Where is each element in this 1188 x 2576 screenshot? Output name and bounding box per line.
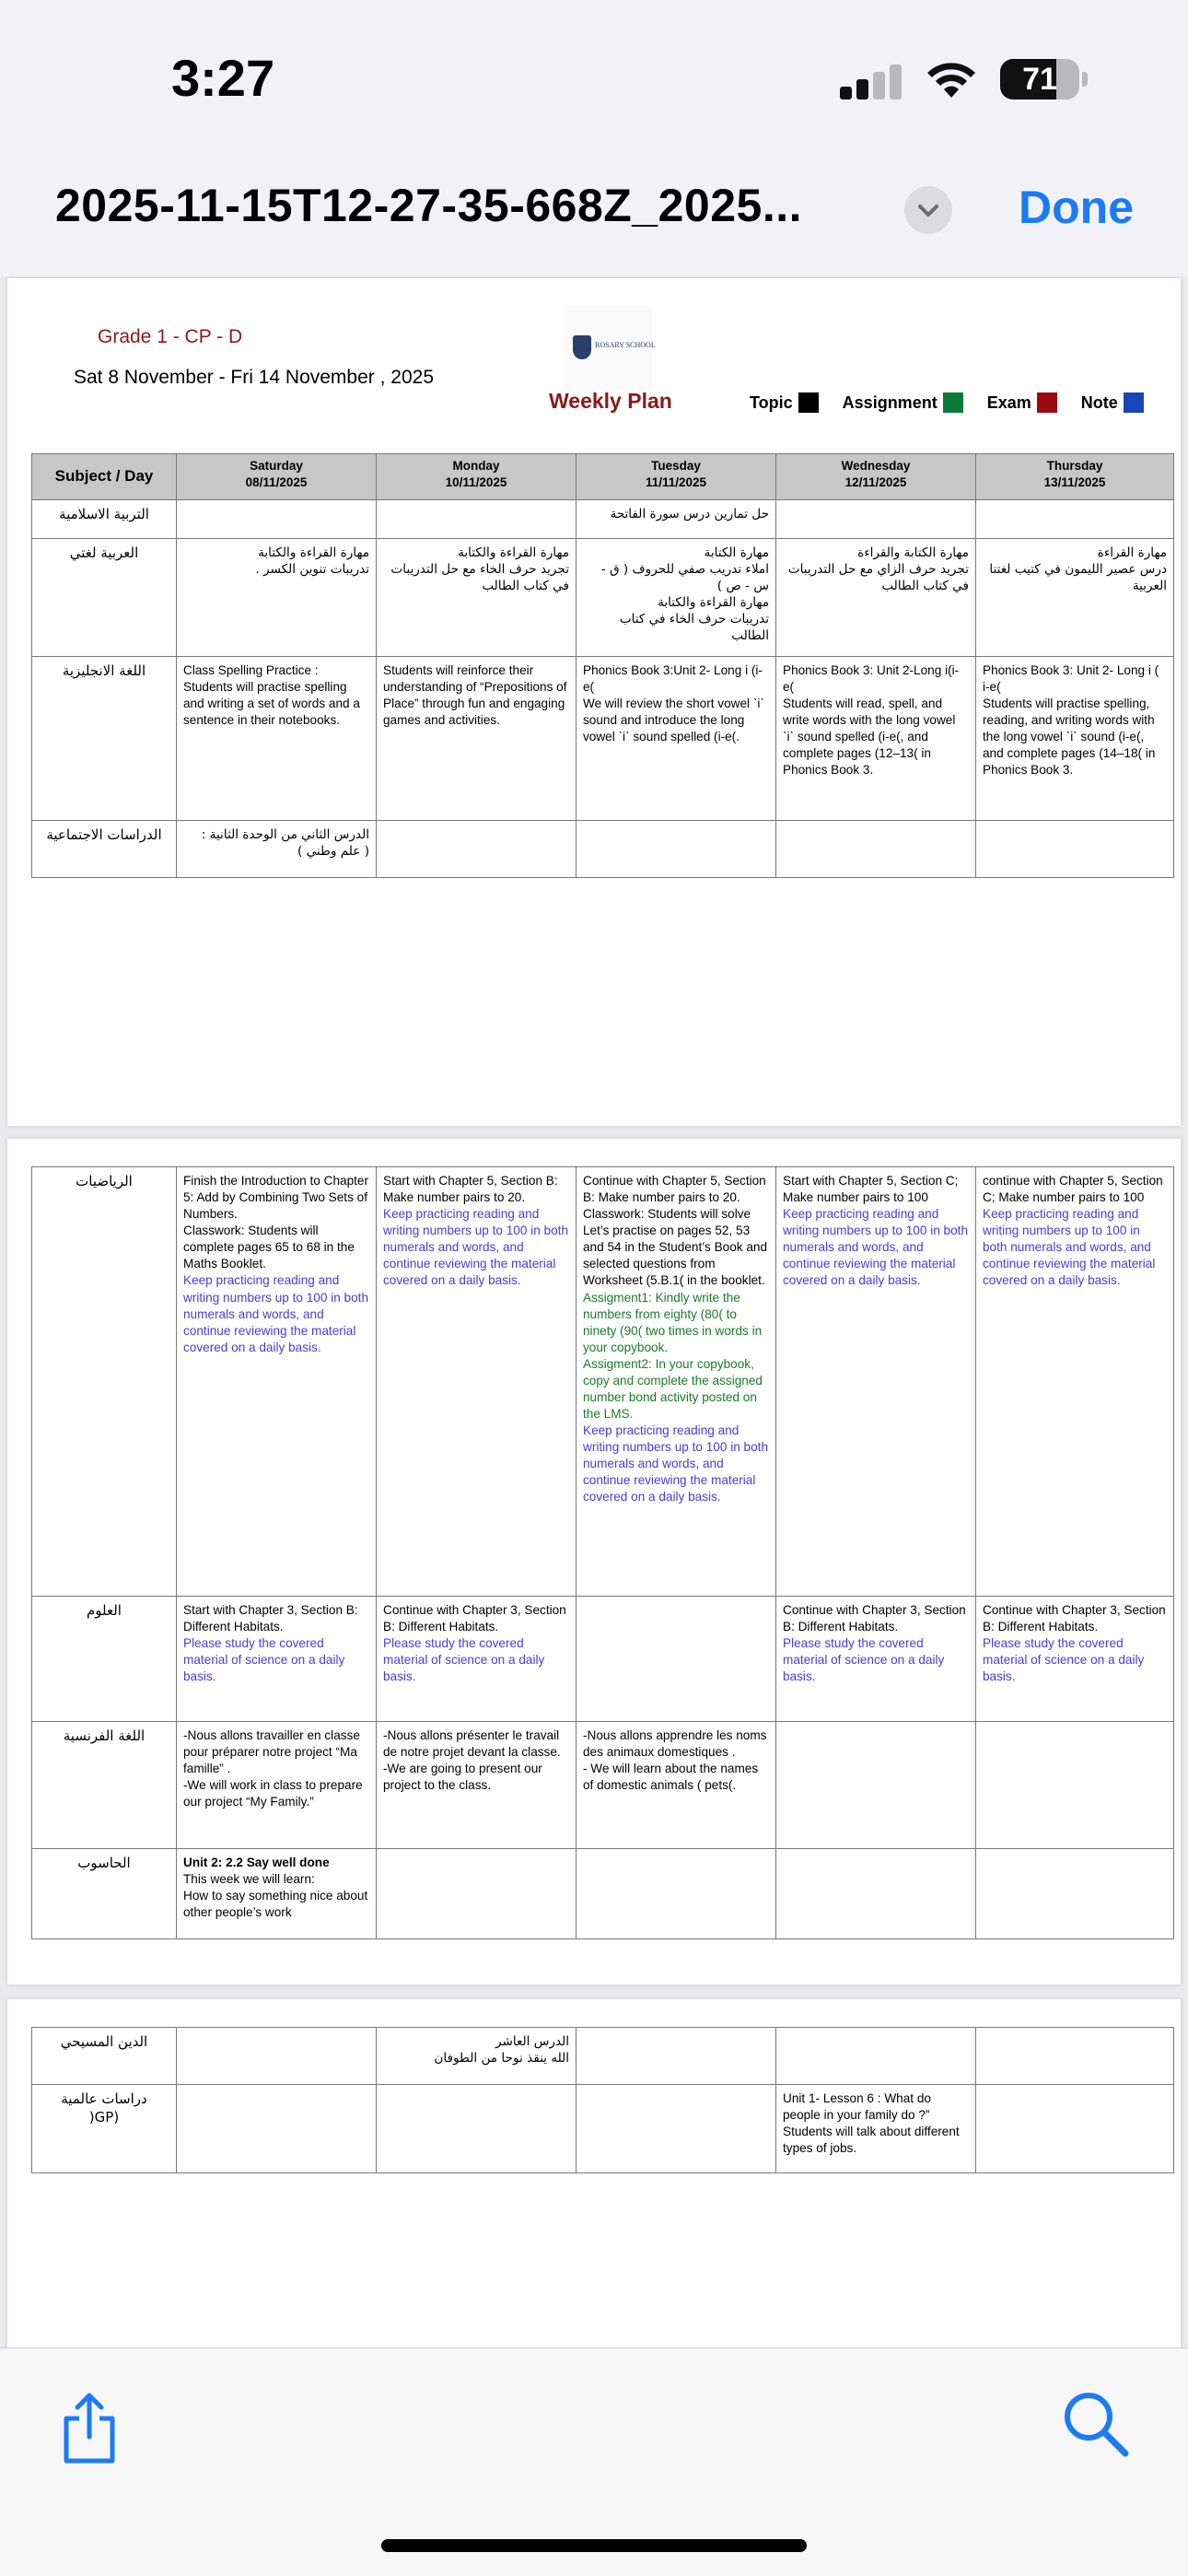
topic-title: Unit 2: 2.2 Say well done bbox=[183, 1856, 330, 1869]
document-title: 2025-11-15T12-27-35-668Z_2025... bbox=[55, 180, 803, 231]
plan-cell bbox=[377, 1597, 577, 1722]
plan-cell bbox=[177, 2085, 377, 2173]
note-text: Keep practicing reading and writing numbers up to 100 in both numerals and words, and continue reviewing the material covered on a daily basis. bbox=[783, 1207, 969, 1288]
legend bbox=[750, 392, 1168, 413]
plan-cell bbox=[976, 1722, 1174, 1849]
done-button[interactable]: Done bbox=[1019, 181, 1134, 233]
plan-cell bbox=[377, 500, 577, 539]
plan-cell bbox=[776, 1722, 976, 1849]
plan-cell: مهارة القراءة والكتابة تجريد حرف الخاء مع حل التدريبات في كتاب الطالب bbox=[377, 539, 577, 657]
subject-day-header: Subject / Day bbox=[32, 454, 177, 500]
topic-text: Start with Chapter 5, Section C; Make number pairs to 100 bbox=[783, 1174, 959, 1205]
table-row bbox=[32, 500, 1174, 539]
title-menu-button[interactable] bbox=[904, 186, 952, 234]
legend-exam-label: Exam bbox=[986, 392, 1031, 412]
plan-cell bbox=[976, 500, 1174, 539]
plan-cell bbox=[976, 1167, 1174, 1597]
topic-text: Start with Chapter 5, Section B: Make number pairs to 20. bbox=[383, 1174, 558, 1205]
plan-cell: مهارة الكتابة املاء تدريب صفي للحروف ( ق - س - ص ) مهارة القراءة والكتابة تدريبات حرف الخاء في كتاب الطالب bbox=[577, 539, 776, 657]
plan-cell bbox=[776, 2028, 976, 2085]
topic-text: Start with Chapter 3, Section B: Different Habitats. bbox=[183, 1603, 358, 1634]
status-time: 3:27 bbox=[171, 49, 275, 107]
document-page-1 bbox=[7, 278, 1181, 1126]
note-text: Please study the covered material of science on a daily basis. bbox=[383, 1636, 545, 1684]
document-page-2 bbox=[7, 1139, 1181, 1985]
plan-cell bbox=[177, 2028, 377, 2085]
search-icon[interactable] bbox=[1061, 2389, 1131, 2459]
weekly-plan-table bbox=[31, 453, 1174, 878]
legend-note-label: Note bbox=[1080, 392, 1118, 412]
plan-cell: مهارة القراءة درس عصير الليمون في كتيب لغتنا العربية bbox=[976, 539, 1174, 657]
subject-cell: اللغة الفرنسية bbox=[32, 1722, 177, 1849]
table-row bbox=[32, 1849, 1174, 1939]
plan-cell bbox=[976, 2028, 1174, 2085]
plan-cell bbox=[776, 1597, 976, 1722]
table-row bbox=[32, 821, 1174, 878]
status-bar bbox=[0, 0, 1188, 157]
plan-cell: Phonics Book 3:Unit 2- Long i (i-e( We will review the short vowel ˋiˋ sound and introduce the long vowel ˋiˋ sound spelled (i-e(. bbox=[577, 657, 776, 821]
battery-level: 71 bbox=[1022, 62, 1057, 97]
note-text: Keep practicing reading and writing numbers up to 100 in both numerals and words, and continue reviewing the material covered on a daily basis. bbox=[383, 1207, 569, 1288]
plan-cell bbox=[976, 821, 1174, 878]
weekly-plan-table-continued bbox=[31, 1166, 1174, 1939]
topic-text: This week we will learn: How to say something nice about other people’s work bbox=[183, 1872, 368, 1920]
home-indicator bbox=[381, 2539, 807, 2552]
plan-cell: الدرس العاشر الله ينقذ نوحا من الطوفان bbox=[377, 2028, 577, 2085]
document-title-bar bbox=[0, 157, 1188, 276]
plan-cell bbox=[976, 2085, 1174, 2173]
plan-cell: مهارة القراءة والكتابة تدريبات تنوين الكسر . bbox=[177, 539, 377, 657]
plan-cell bbox=[377, 2085, 577, 2173]
legend-exam-swatch bbox=[1037, 392, 1057, 413]
day-header-thursday: Thursday 13/11/2025 bbox=[976, 454, 1174, 500]
document-page-3 bbox=[7, 1999, 1181, 2368]
plan-title: Weekly Plan bbox=[549, 389, 672, 413]
subject-cell: اللغة الانجليزية bbox=[32, 657, 177, 821]
subject-cell: الرياضيات bbox=[32, 1167, 177, 1597]
legend-note-swatch bbox=[1124, 392, 1144, 413]
subject-cell: التربية الاسلامية bbox=[32, 500, 177, 539]
plan-cell bbox=[776, 1849, 976, 1939]
note-text: Keep practicing reading and writing numbers up to 100 in both numerals and words, and continue reviewing the material covered on a daily basis. bbox=[983, 1207, 1156, 1288]
table-row bbox=[32, 2028, 1174, 2085]
battery-icon bbox=[1000, 59, 1079, 100]
topic-text: continue with Chapter 5, Section C; Make number pairs to 100 bbox=[983, 1174, 1163, 1205]
table-row bbox=[32, 1597, 1174, 1722]
plan-cell: مهارة الكتابة والقراءة تجريد حرف الزاي مع حل التدريبات في كتاب الطالب bbox=[776, 539, 976, 657]
table-row bbox=[32, 1722, 1174, 1849]
plan-cell: -Nous allons présenter le travail de notre projet devant la classe. -We are going to present our project to the class. bbox=[377, 1722, 577, 1849]
note-text: Please study the covered material of science on a daily basis. bbox=[783, 1636, 945, 1684]
plan-cell bbox=[177, 1849, 377, 1939]
plan-cell bbox=[577, 1597, 776, 1722]
plan-cell bbox=[776, 821, 976, 878]
date-range: Sat 8 November - Fri 14 November , 2025 bbox=[74, 367, 435, 388]
subject-cell: الدراسات الاجتماعية bbox=[32, 821, 177, 878]
plan-cell bbox=[577, 821, 776, 878]
plan-cell bbox=[577, 2028, 776, 2085]
plan-cell bbox=[776, 500, 976, 539]
plan-cell bbox=[776, 1167, 976, 1597]
day-header-monday: Monday 10/11/2025 bbox=[377, 454, 577, 500]
day-header-wednesday: Wednesday 12/11/2025 bbox=[776, 454, 976, 500]
plan-cell bbox=[577, 1167, 776, 1597]
subject-cell: العلوم bbox=[32, 1597, 177, 1722]
day-header-tuesday: Tuesday 11/11/2025 bbox=[577, 454, 776, 500]
plan-cell: Phonics Book 3: Unit 2- Long i ( i-e( Students will practise spelling, reading, and writing words with the long vowel ˋiˋ sound (i-e(, and complete pages (14–18( in Phonics Book 3. bbox=[976, 657, 1174, 821]
legend-assignment-swatch bbox=[943, 392, 963, 413]
legend-assignment-label: Assignment bbox=[842, 392, 938, 412]
chevron-down-icon bbox=[904, 186, 952, 234]
plan-cell bbox=[976, 1849, 1174, 1939]
plan-cell bbox=[177, 1167, 377, 1597]
topic-text: Continue with Chapter 3, Section B: Different Habitats. bbox=[983, 1603, 1166, 1634]
topic-text: Continue with Chapter 3, Section B: Different Habitats. bbox=[783, 1603, 966, 1634]
subject-cell: العربية لغتي bbox=[32, 539, 177, 657]
note-text: Please study the covered material of science on a daily basis. bbox=[183, 1636, 345, 1684]
plan-cell bbox=[377, 1849, 577, 1939]
subject-cell: الحاسوب bbox=[32, 1849, 177, 1939]
wifi-icon bbox=[925, 57, 978, 100]
plan-cell bbox=[177, 1597, 377, 1722]
plan-cell: -Nous allons travailler en classe pour préparer notre project “Ma famille” . -We will work in class to prepare our project “My Family.” bbox=[177, 1722, 377, 1849]
topic-text: Finish the Introduction to Chapter 5: Add by Combining Two Sets of Numbers. Classwork: Students will complete pages 65 to 68 in the Maths Booklet. bbox=[183, 1174, 368, 1271]
plan-cell bbox=[177, 500, 377, 539]
grade-label: Grade 1 - CP - D bbox=[98, 326, 243, 347]
topic-text: Continue with Chapter 3, Section B: Different Habitats. bbox=[383, 1603, 566, 1634]
table-row bbox=[32, 2085, 1174, 2173]
plan-cell: حل تمارين درس سورة الفاتحة bbox=[577, 500, 776, 539]
table-row bbox=[32, 657, 1174, 821]
plan-cell bbox=[976, 1597, 1174, 1722]
plan-cell bbox=[377, 1167, 577, 1597]
plan-cell bbox=[577, 1849, 776, 1939]
note-text: Keep practicing reading and writing numbers up to 100 in both numerals and words, and continue reviewing the material covered on a daily basis. bbox=[183, 1273, 369, 1354]
school-logo-text: ROSARY SCHOOL bbox=[595, 341, 656, 349]
plan-cell: Phonics Book 3: Unit 2-Long i(i-e( Students will read, spell, and write words with the long vowel ˋiˋ sound spelled (i-e(, and complete pages (12–13( in Phonics Book 3. bbox=[776, 657, 976, 821]
plan-cell: Unit 1- Lesson 6 : What do people in your family do ?” Students will talk about different types of jobs. bbox=[776, 2085, 976, 2173]
cellular-signal-icon bbox=[840, 64, 904, 100]
share-icon[interactable] bbox=[57, 2391, 122, 2465]
assignment-text: Assigment1: Kindly write the numbers from eighty (80( to ninety (90( two times in words in your copybook. Assigment2: In your copybook, copy and complete the assigned number bond activity posted on the LMS. bbox=[583, 1290, 763, 1422]
plan-cell: Class Spelling Practice : Students will practise spelling and writing a set of words and a sentence in their notebooks. bbox=[177, 657, 377, 821]
day-header-saturday: Saturday 08/11/2025 bbox=[177, 454, 377, 500]
plan-cell: Students will reinforce their understanding of “Prepositions of Place” through fun and engaging games and activities. bbox=[377, 657, 577, 821]
topic-text: Continue with Chapter 5, Section B: Make number pairs to 20. Classwork: Students will solve Let’s practise on pages 52, 53 and 54 in the Student’s Book and selected questions from Worksheet (5.B.1( in the booklet. bbox=[583, 1174, 768, 1288]
plan-cell: الدرس الثاني من الوحدة الثانية : ( علم وطني ) bbox=[177, 821, 377, 878]
plan-cell bbox=[577, 2085, 776, 2173]
subject-cell: دراسات عالمية (GP( bbox=[32, 2085, 177, 2173]
note-text: Keep practicing reading and writing numbers up to 100 in both numerals and words, and continue reviewing the material covered on a daily basis. bbox=[583, 1423, 769, 1505]
school-logo bbox=[564, 306, 656, 391]
plan-cell: -Nous allons apprendre les noms des animaux domestiques . - We will learn about the names of domestic animals ( pets(. bbox=[577, 1722, 776, 1849]
legend-topic-label: Topic bbox=[750, 392, 793, 412]
subject-cell: الدين المسيحي bbox=[32, 2028, 177, 2085]
table-row bbox=[32, 1167, 1174, 1597]
table-row bbox=[32, 539, 1174, 657]
legend-topic-swatch bbox=[798, 392, 819, 413]
plan-cell bbox=[377, 821, 577, 878]
weekly-plan-table-continued-2 bbox=[31, 2027, 1174, 2173]
note-text: Please study the covered material of science on a daily basis. bbox=[983, 1636, 1145, 1684]
